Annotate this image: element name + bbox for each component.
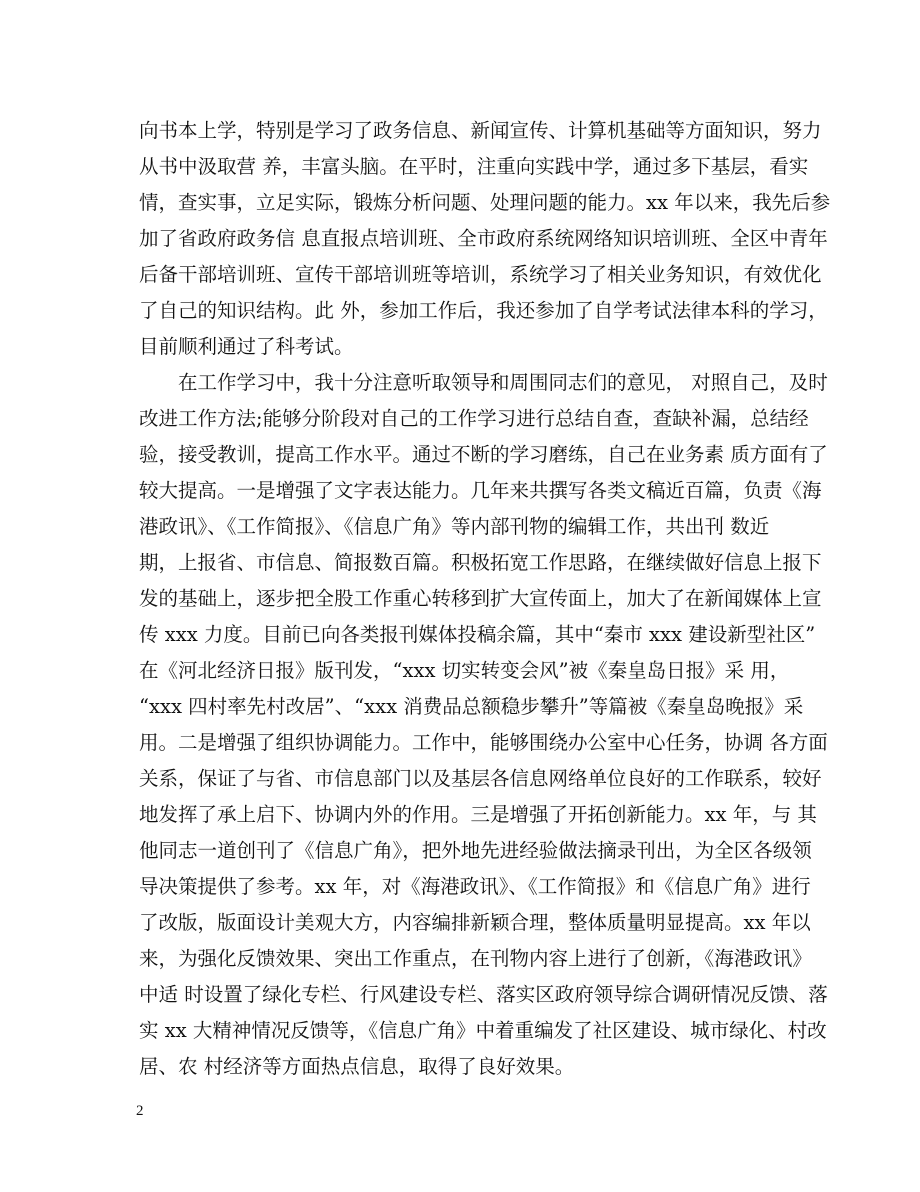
text-line: 情，查实事，立足实际，锻炼分析问题、处理问题的能力。xx 年以来，我先后参 xyxy=(139,191,831,214)
text-line: 关系，保证了与省、市信息部门以及基层各信息网络单位良好的工作联系，较好 xyxy=(139,767,822,790)
text-line: 用。二是增强了组织协调能力。工作中，能够围绕办公室中心任务，协调 各方面 xyxy=(139,731,828,754)
text-line: 传 xxx 力度。目前已向各类报刊媒体投稿余篇，其中“秦市 xxx 建设新型社区” xyxy=(139,623,816,646)
text-line: 目前顺利通过了科考试。 xyxy=(139,335,354,358)
text-line: 较大提高。一是增强了文字表达能力。几年来共撰写各类文稿近百篇，负责《海 xyxy=(139,479,822,502)
text-line: 期，上报省、市信息、简报数百篇。积极拓宽工作思路，在继续做好信息上报下 xyxy=(139,551,822,574)
text-line: 加了省政府政务信 息直报点培训班、全市政府系统网络知识培训班、全区中青年 xyxy=(139,227,828,250)
text-line: 后备干部培训班、宣传干部培训班等培训，系统学习了相关业务知识，有效优化 xyxy=(139,263,822,286)
text-line: 了改版，版面设计美观大方，内容编排新颖合理，整体质量明显提高。xx 年以 xyxy=(139,911,811,934)
text-line: 在《河北经济日报》版刊发，“xxx 切实转变会风”被《秦皇岛日报》采 用， xyxy=(139,659,790,682)
text-line: 改进工作方法;能够分阶段对自己的工作学习进行总结自查，查缺补漏，总结经 xyxy=(139,407,809,430)
text-line: 在工作学习中，我十分注意听取领导和周围同志们的意见， 对照自己，及时 xyxy=(178,371,828,394)
text-line: 港政讯》、《工作简报》、《信息广角》等内部刊物的编辑工作，共出刊 数近 xyxy=(139,515,770,538)
text-line: 来，为强化反馈效果、突出工作重点，在刊物内容上进行了创新，《海港政讯》 xyxy=(139,947,812,970)
text-line: 地发挥了承上启下、协调内外的作用。三是增强了开拓创新能力。xx 年，与 其 xyxy=(139,803,817,826)
text-line: 验，接受教训，提高工作水平。通过不断的学习磨练，自己在业务素 质方面有了 xyxy=(139,443,828,466)
text-line: 从书中汲取营 养，丰富头脑。在平时，注重向实践中学，通过多下基层，看实 xyxy=(139,155,809,178)
text-line: 向书本上学，特别是学习了政务信息、新闻宣传、计算机基础等方面知识，努力 xyxy=(139,119,822,142)
text-line: 实 xx 大精神情况反馈等，《信息广角》中着重编发了社区建设、城市绿化、村改 xyxy=(139,1019,827,1042)
text-line: 导决策提供了参考。xx 年，对《海港政讯》、《工作简报》和《信息广角》进行 xyxy=(139,875,811,898)
text-line: “xxx 四村率先村改居”、“xxx 消费品总额稳步攀升”等篇被《秦皇岛晚报》采 xyxy=(139,695,804,718)
text-line: 发的基础上，逐步把全股工作重心转移到扩大宣传面上，加大了在新闻媒体上宣 xyxy=(139,587,822,610)
page-number: 2 xyxy=(136,1103,144,1119)
text-line: 居、农 村经济等方面热点信息，取得了良好效果。 xyxy=(139,1055,575,1078)
text-line: 中适 时设置了绿化专栏、行风建设专栏、落实区政府领导综合调研情况反馈、落 xyxy=(139,983,828,1006)
text-line: 了自己的知识结构。此 外，参加工作后，我还参加了自学考试法律本科的学习， xyxy=(139,299,828,322)
text-line: 他同志一道创刊了《信息广角》，把外地先进经验做法摘录刊出，为全区各级领 xyxy=(139,839,812,862)
